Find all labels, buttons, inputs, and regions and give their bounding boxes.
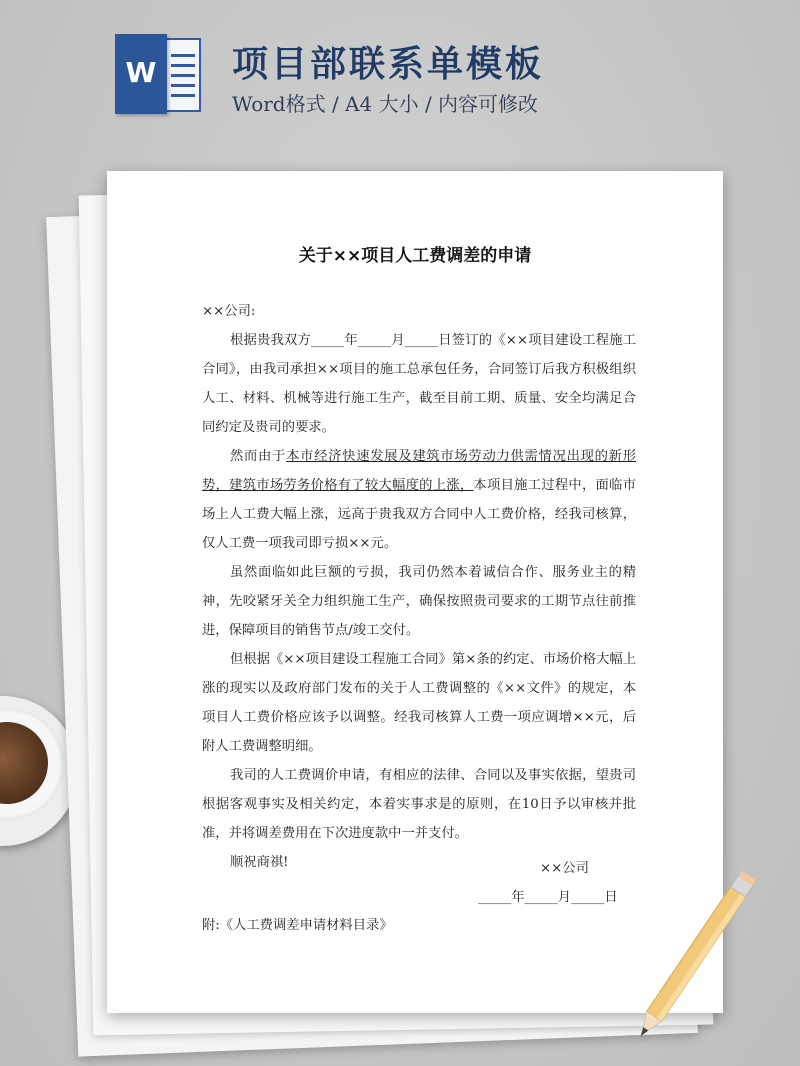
signature-date: _____年_____月_____日	[478, 890, 618, 905]
appendix-note: 附:《人工费调差申请材料目录》	[202, 918, 393, 933]
closing-greeting: 顺祝商祺!	[230, 855, 289, 870]
paragraph-3: 虽然面临如此巨额的亏损，我司仍然本着诚信合作、服务业主的精神，先咬紧牙关全力组织施工生产，确保按照贵司要求的工期节点往前推进，保障项目的销售节点/竣工交付。	[202, 565, 636, 638]
document-page	[107, 171, 723, 1013]
word-logo-letter: W	[125, 56, 157, 89]
paragraph-1: 根据贵我双方_____年_____月_____日签订的《××项目建设工程施工合同》，由我司承担××项目的施工总承包任务，合同签订后我方积极组织人工、材料、机械等进行施工生产，截至目前工期、质量、安全均满足合同约定及贵司的要求。	[202, 333, 636, 435]
page-subtitle: Word格式 / A4 大小 / 内容可修改	[232, 92, 539, 116]
page-title: 项目部联系单模板	[232, 44, 545, 85]
paragraph-5: 我司的人工费调价申请，有相应的法律、合同以及事实依据，望贵司根据客观事实及相关约定，本着实事求是的原则，在10日予以审核并批准，并将调差费用在下次进度款中一并支付。	[202, 768, 636, 841]
document-body	[202, 297, 636, 877]
paragraph-2-lead: 然而由于	[230, 449, 287, 464]
signer: ××公司	[540, 861, 589, 876]
paragraph-2-underlined: 本市经济快速发展及建筑市场劳动力供需情况出现的新形势，建筑市场劳务价格有了较大幅度的上涨，	[202, 449, 637, 493]
word-document-icon	[115, 34, 203, 114]
paragraph-2	[202, 442, 636, 558]
paragraph-4: 但根据《××项目建设工程施工合同》第×条的约定、市场价格大幅上涨的现实以及政府部门发布的关于人工费调整的《××文件》的规定，本项目人工费价格应该予以调整。经我司核算人工费一项应调增××元，后附人工费调整明细。	[202, 652, 636, 754]
paragraph-2-rest: 本项目施工过程中，面临市场上人工费大幅上涨，远高于贵我双方合同中人工费价格，经我司核算，仅人工费一项我司即亏损××元。	[202, 478, 637, 551]
word-logo-badge	[115, 34, 167, 114]
document-title: 关于××项目人工费调差的申请	[298, 246, 532, 266]
addressee: ××公司:	[202, 304, 256, 319]
